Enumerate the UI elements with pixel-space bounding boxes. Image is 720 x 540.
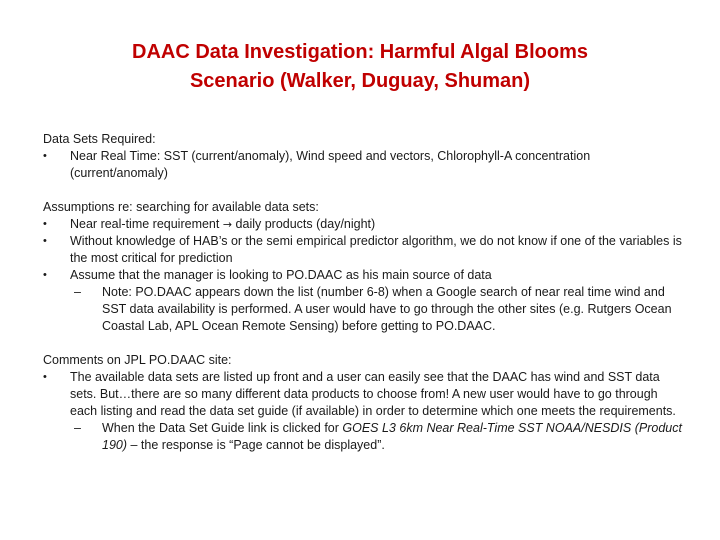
bullet-icon: • bbox=[43, 218, 47, 230]
dash-bullet-icon: – bbox=[74, 421, 81, 435]
bullet-icon: • bbox=[43, 371, 47, 383]
title-line-2: Scenario (Walker, Duguay, Shuman) bbox=[189, 70, 531, 92]
list-item bbox=[43, 267, 683, 335]
comment-text: The available data sets are listed up front and a user can easily see that the DAAC has wind and SST data sets. But…there are so many different data products to choose from! A new user would have to go through each listing and read the data set guide (if available) in order to determine which one meets the requirements. bbox=[70, 370, 676, 418]
dash-bullet-icon: – bbox=[74, 285, 81, 299]
slide-body bbox=[43, 131, 683, 471]
bullet-icon: • bbox=[43, 150, 47, 162]
data-sets-list bbox=[43, 148, 683, 182]
assumption-text: Assume that the manager is looking to PO.DAAC as his main source of data bbox=[70, 268, 492, 282]
assumptions-section bbox=[43, 199, 683, 335]
comments-heading: Comments on JPL PO.DAAC site: bbox=[43, 353, 232, 367]
product-name: GOES L3 6km Near Real-Time SST NOAA/NESDIS (Product 190) bbox=[102, 421, 682, 452]
sub-list-item bbox=[70, 284, 683, 335]
data-sets-heading: Data Sets Required: bbox=[43, 132, 156, 146]
data-sets-item-text: Near Real Time: SST (current/anomaly), Wind speed and vectors, Chlorophyll-A concentration (current/anomaly) bbox=[70, 149, 591, 180]
assumption-text-pre: Near real-time requirement bbox=[70, 217, 223, 231]
assumption-text: Without knowledge of HAB’s or the semi empirical predictor algorithm, we do not know if one of the variables is the most critical for prediction bbox=[70, 234, 682, 265]
list-item bbox=[43, 233, 683, 267]
slide-title bbox=[40, 38, 680, 96]
assumption-text-post: daily products (day/night) bbox=[232, 217, 376, 231]
comment-sub-post: – the response is “Page cannot be displayed”. bbox=[127, 438, 385, 452]
title-line-1: DAAC Data Investigation: Harmful Algal Blooms bbox=[132, 41, 588, 63]
list-item bbox=[43, 369, 683, 454]
comments-list bbox=[43, 369, 683, 454]
assumption-note-text: Note: PO.DAAC appears down the list (number 6-8) when a Google search of near real time wind and SST data availability is performed. A user would have to go through the other sites (e.g. Rutgers Ocean Coastal Lab, APL Ocean Remote Sensing) before getting to PO.DAAC. bbox=[102, 285, 672, 333]
assumptions-heading: Assumptions re: searching for available data sets: bbox=[43, 200, 319, 214]
list-item bbox=[43, 216, 683, 233]
comments-section bbox=[43, 352, 683, 454]
comment-sub-pre: When the Data Set Guide link is clicked for bbox=[102, 421, 343, 435]
arrow-right-icon: → bbox=[222, 218, 233, 231]
list-item bbox=[43, 148, 683, 182]
bullet-icon: • bbox=[43, 235, 47, 247]
sub-list-item bbox=[70, 420, 683, 454]
assumption-sublist bbox=[70, 284, 683, 335]
comment-sublist bbox=[70, 420, 683, 454]
data-sets-section bbox=[43, 131, 683, 182]
bullet-icon: • bbox=[43, 269, 47, 281]
assumptions-list bbox=[43, 216, 683, 335]
